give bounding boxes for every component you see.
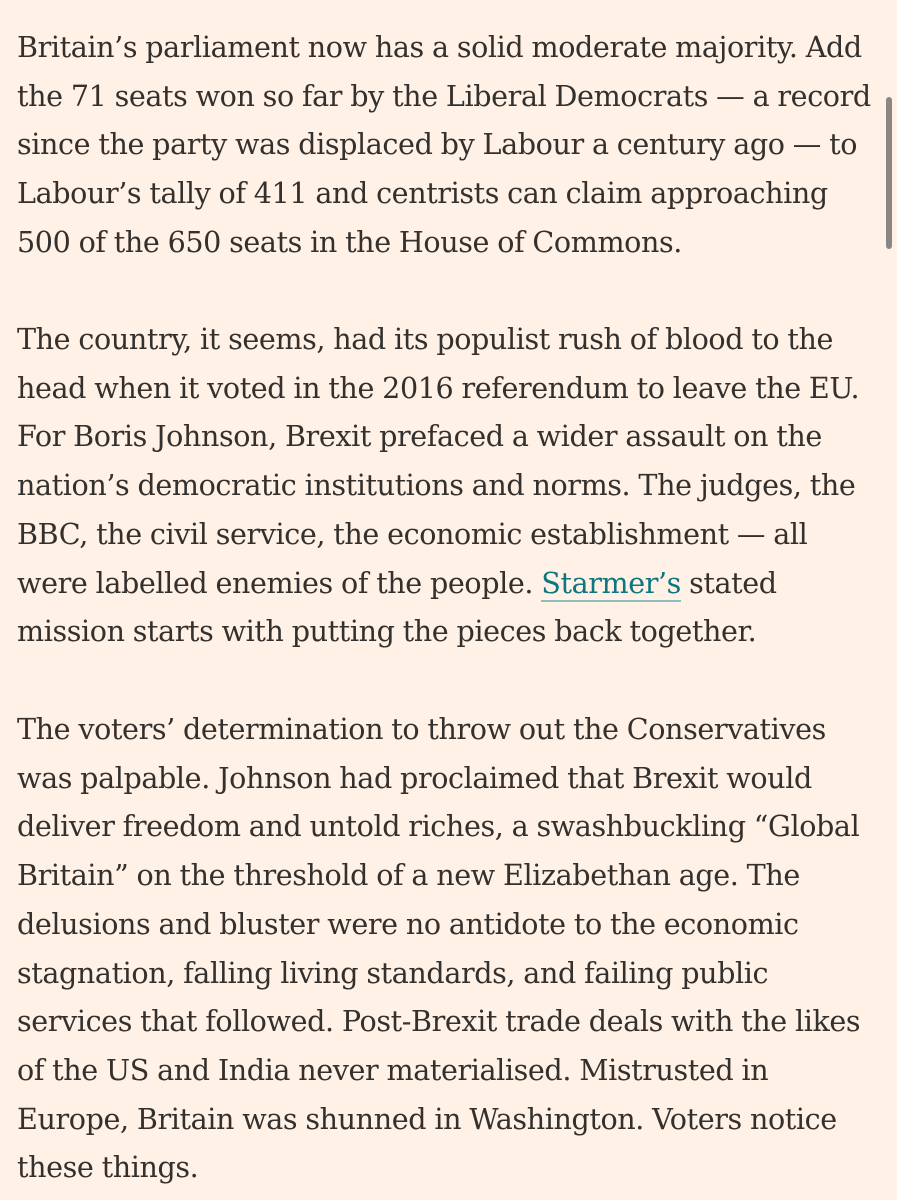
- paragraph-2: [17, 315, 883, 656]
- vertical-scrollbar[interactable]: [886, 97, 892, 249]
- paragraph-3: The voters’ determination to throw out the Conservatives was palpable. Johnson had proclaimed that Brexit would deliver freedom and untold riches, a swashbuckling “Global Britain” on the threshold of a new Elizabethan age. The delusions and bluster were no antidote to the economic stagnation, falling living standards, and failing public services that followed. Post-Brexit trade deals with the likes of the US and India never materialised. Mistrusted in Europe, Britain was shunned in Washington. Voters notice these things.: [17, 712, 861, 1185]
- paragraph-2-text-before-link: The country, it seems, had its populist rush of blood to the head when it voted in the 2016 referendum to leave the EU. For Boris Johnson, Brexit prefaced a wider assault on the nation’s democratic institutions and norms. The judges, the BBC, the civil service, the economic establishment — all were labelled enemies of the people.: [17, 322, 860, 600]
- starmer-link[interactable]: Starmer’s: [541, 565, 681, 600]
- paragraph-1: Britain’s parliament now has a solid moderate majority. Add the 71 seats won so far by the Liberal Democrats — a record since the party was displaced by Labour a century ago — to Labour’s tally of 411 and centrists can claim approaching 500 of the 650 seats in the House of Commons.: [17, 30, 871, 259]
- paragraph-2-text-after-link: stated mission starts with putting the pieces back together.: [17, 565, 777, 649]
